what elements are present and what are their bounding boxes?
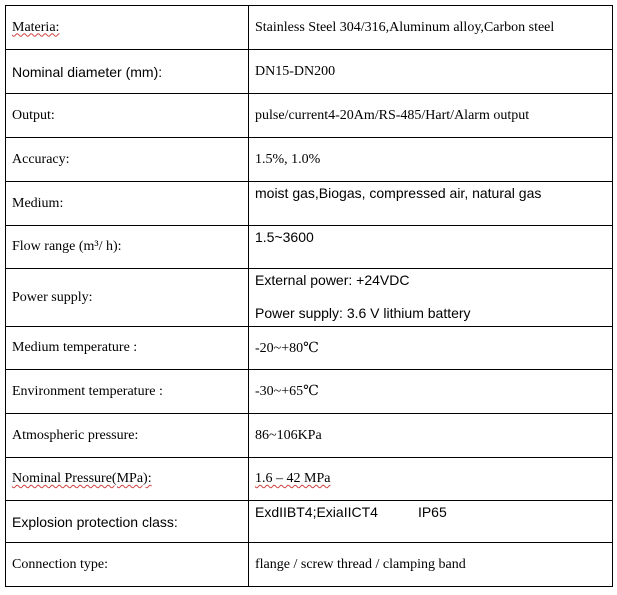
explosion-class-value: ExdIIBT4;ExiaIICT4 [255, 504, 378, 520]
value-nominal-diameter: DN15-DN200 [249, 50, 613, 94]
table-row-medium [6, 182, 613, 226]
table-row-nominal-diameter [6, 50, 613, 94]
table-row-output [6, 94, 613, 138]
table-row-nominal-pressure [6, 458, 613, 501]
value-medium: moist gas,Biogas, compressed air, natural gas [249, 182, 613, 226]
table-row-connection-type [6, 543, 613, 587]
label-flow-range: Flow range (m³/ h): [6, 226, 249, 269]
ip-rating-value: IP65 [417, 504, 447, 520]
label-materia: Materia: [6, 6, 249, 50]
label-connection-type: Connection type: [6, 543, 249, 587]
value-flow-range: 1.5~3600 [249, 226, 613, 269]
table-row-flow-range [6, 226, 613, 269]
label-output: Output: [6, 94, 249, 138]
table-row-materia [6, 6, 613, 50]
label-explosion-protection: Explosion protection class: [6, 501, 249, 543]
value-medium-temperature: -20~+80℃ [249, 327, 613, 370]
label-medium-temperature: Medium temperature : [6, 327, 249, 370]
label-nominal-diameter: Nominal diameter (mm): [6, 50, 249, 94]
value-connection-type: flange / screw thread / clamping band [249, 543, 613, 587]
value-output: pulse/current4-20Am/RS-485/Hart/Alarm output [249, 94, 613, 138]
table-row-atmospheric-pressure [6, 414, 613, 458]
table-row-medium-temperature [6, 327, 613, 370]
table-row-accuracy [6, 138, 613, 182]
label-power-supply: Power supply: [6, 269, 249, 327]
value-materia: Stainless Steel 304/316,Aluminum alloy,Carbon steel [249, 6, 613, 50]
power-supply-line-1: External power: +24VDC [255, 272, 410, 288]
label-accuracy: Accuracy: [6, 138, 249, 182]
label-atmospheric-pressure: Atmospheric pressure: [6, 414, 249, 458]
table-row-explosion-protection [6, 501, 613, 543]
value-accuracy: 1.5%, 1.0% [249, 138, 613, 182]
label-nominal-pressure: Nominal Pressure(MPa): [6, 458, 249, 501]
table-row-power-supply [6, 269, 613, 327]
value-nominal-pressure: 1.6 – 42 MPa [249, 458, 613, 501]
label-environment-temperature: Environment temperature : [6, 370, 249, 414]
power-supply-line-2: Power supply: 3.6 V lithium battery [255, 305, 471, 321]
spec-table [5, 5, 613, 587]
value-environment-temperature: -30~+65℃ [249, 370, 613, 414]
value-power-supply [249, 269, 613, 327]
value-atmospheric-pressure: 86~106KPa [249, 414, 613, 458]
label-medium: Medium: [6, 182, 249, 226]
value-explosion-protection [249, 501, 613, 543]
table-row-environment-temperature [6, 370, 613, 414]
